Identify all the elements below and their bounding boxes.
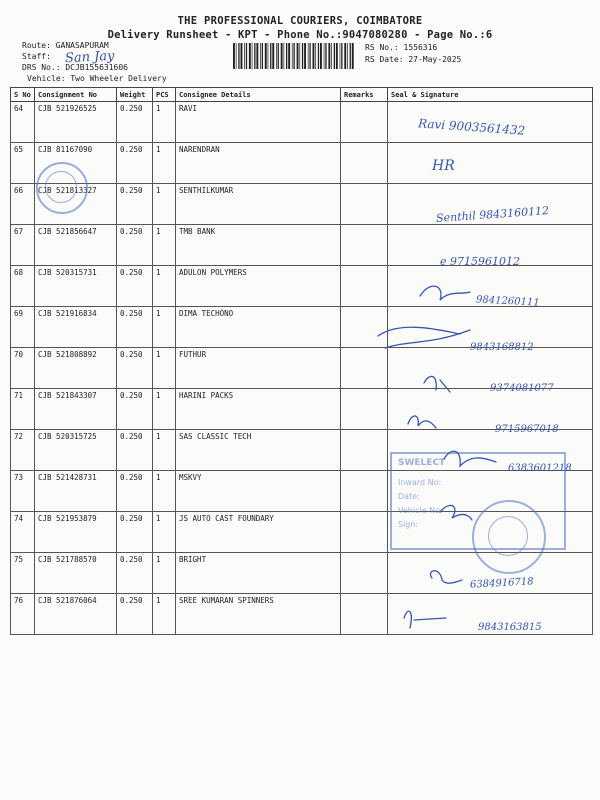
vehicle-type: Vehicle: Two Wheeler Delivery xyxy=(27,74,167,83)
consignee-cell: NARENDRAN xyxy=(176,143,341,184)
sno-cell: 68 xyxy=(11,266,35,307)
consignee-cell: JS AUTO CAST FOUNDARY xyxy=(176,512,341,553)
consignment-cell: CJB 521788570 xyxy=(35,553,117,594)
remarks-cell xyxy=(341,553,388,594)
stamp-line: Date: xyxy=(398,492,420,501)
signature-row-65: HR xyxy=(432,158,455,174)
weight-cell: 0.250 xyxy=(117,512,153,553)
table-row xyxy=(11,143,593,184)
consignment-cell: CJB 521953879 xyxy=(35,512,117,553)
signature-row-68: e 9715961012 xyxy=(440,255,520,268)
remarks-cell xyxy=(341,102,388,143)
signature-row-73: 6383601218 xyxy=(508,463,572,474)
signature-row-76: 6384916718 xyxy=(469,576,534,591)
company-title: THE PROFESSIONAL COURIERS, COIMBATORE xyxy=(177,15,423,27)
pcs-cell: 1 xyxy=(153,266,176,307)
weight-cell: 0.250 xyxy=(117,307,153,348)
sno-cell: 71 xyxy=(11,389,35,430)
staff-signature: San Jay xyxy=(64,48,115,67)
signature-row-67: Senthil 9843160112 xyxy=(435,204,550,225)
header-weight: Weight xyxy=(117,88,153,102)
consignee-cell: SREE KUMARAN SPINNERS xyxy=(176,594,341,635)
sno-cell: 66 xyxy=(11,184,35,225)
remarks-cell xyxy=(341,389,388,430)
header-sno: S No xyxy=(11,88,35,102)
drs-number: DRS No.: DCJB155631606 xyxy=(22,63,128,72)
consignment-cell: CJB 520315731 xyxy=(35,266,117,307)
consignee-cell: SAS CLASSIC TECH xyxy=(176,430,341,471)
weight-cell: 0.250 xyxy=(117,389,153,430)
consignment-cell: CJB 521876064 xyxy=(35,594,117,635)
consignee-cell: BRIGHT xyxy=(176,553,341,594)
weight-cell: 0.250 xyxy=(117,225,153,266)
sno-cell: 65 xyxy=(11,143,35,184)
signature-row-72: 9715967018 xyxy=(495,424,559,435)
pcs-cell: 1 xyxy=(153,225,176,266)
weight-cell: 0.250 xyxy=(117,184,153,225)
pcs-cell: 1 xyxy=(153,143,176,184)
consignment-cell: CJB 520315725 xyxy=(35,430,117,471)
rs-number: RS No.: 1556316 xyxy=(365,43,438,52)
consignee-cell: MSKVY xyxy=(176,471,341,512)
consignment-cell: CJB 521843307 xyxy=(35,389,117,430)
consignment-cell: CJB 521428731 xyxy=(35,471,117,512)
remarks-cell xyxy=(341,307,388,348)
remarks-cell xyxy=(341,225,388,266)
remarks-cell xyxy=(341,512,388,553)
remarks-cell xyxy=(341,594,388,635)
sno-cell: 64 xyxy=(11,102,35,143)
consignment-cell: CJB 521808892 xyxy=(35,348,117,389)
table-header xyxy=(11,88,593,102)
weight-cell: 0.250 xyxy=(117,553,153,594)
header-consignee: Consignee Details xyxy=(176,88,341,102)
pcs-cell: 1 xyxy=(153,553,176,594)
pcs-cell: 1 xyxy=(153,102,176,143)
barcode-icon xyxy=(233,43,355,69)
pcs-cell: 1 xyxy=(153,389,176,430)
pcs-cell: 1 xyxy=(153,594,176,635)
signature-row-69: 9841260111 xyxy=(475,294,540,309)
header-consignment: Consignment No xyxy=(35,88,117,102)
weight-cell: 0.250 xyxy=(117,471,153,512)
sno-cell: 76 xyxy=(11,594,35,635)
consignee-cell: TMB BANK xyxy=(176,225,341,266)
company-seal-icon xyxy=(36,162,88,214)
sno-cell: 72 xyxy=(11,430,35,471)
consignee-cell: FUTHUR xyxy=(176,348,341,389)
extra-signature: 9843163815 xyxy=(478,622,542,633)
consignee-cell: DIMA TECHONO xyxy=(176,307,341,348)
consignment-cell: CJB 521926525 xyxy=(35,102,117,143)
remarks-cell xyxy=(341,143,388,184)
stamp-line: Vehicle No: xyxy=(398,506,443,515)
signature-cell xyxy=(388,389,593,430)
header-signature: Seal & Signature xyxy=(388,88,593,102)
runsheet-subtitle: Delivery Runsheet - KPT - Phone No.:9047080280 - Page No.:6 xyxy=(107,29,493,41)
pcs-cell: 1 xyxy=(153,307,176,348)
remarks-cell xyxy=(341,348,388,389)
pcs-cell: 1 xyxy=(153,348,176,389)
pcs-cell: 1 xyxy=(153,430,176,471)
signature-cell xyxy=(388,143,593,184)
signature-row-64: Ravi 9003561432 xyxy=(417,116,526,138)
weight-cell: 0.250 xyxy=(117,143,153,184)
weight-cell: 0.250 xyxy=(117,102,153,143)
signature-row-71: 9374081077 xyxy=(490,383,554,394)
sno-cell: 75 xyxy=(11,553,35,594)
consignee-cell: HARINI PACKS xyxy=(176,389,341,430)
pcs-cell: 1 xyxy=(153,184,176,225)
sno-cell: 69 xyxy=(11,307,35,348)
rs-date: RS Date: 27-May-2025 xyxy=(365,55,462,64)
weight-cell: 0.250 xyxy=(117,266,153,307)
consignee-cell: SENTHILKUMAR xyxy=(176,184,341,225)
header-remarks: Remarks xyxy=(341,88,388,102)
consignee-cell: ADULON POLYMERS xyxy=(176,266,341,307)
stamp-line: Inward No: xyxy=(398,478,442,487)
consignment-cell: CJB 521856647 xyxy=(35,225,117,266)
stamp-line: Sign: xyxy=(398,520,419,529)
signature-row-70: 9843168812 xyxy=(470,342,534,353)
sno-cell: 70 xyxy=(11,348,35,389)
consignee-cell: RAVI xyxy=(176,102,341,143)
consignment-cell: CJB 521813327 xyxy=(35,184,117,225)
consignment-cell: CJB 521916834 xyxy=(35,307,117,348)
weight-cell: 0.250 xyxy=(117,594,153,635)
remarks-cell xyxy=(341,184,388,225)
remarks-cell xyxy=(341,430,388,471)
consignment-cell: CJB 81167090 xyxy=(35,143,117,184)
header-pcs: PCS xyxy=(153,88,176,102)
foundry-seal-icon xyxy=(472,500,546,574)
sno-cell: 74 xyxy=(11,512,35,553)
staff-label: Staff: xyxy=(22,52,51,61)
weight-cell: 0.250 xyxy=(117,348,153,389)
sno-cell: 73 xyxy=(11,471,35,512)
route-label: Route: GANASAPURAM xyxy=(22,41,109,50)
remarks-cell xyxy=(341,266,388,307)
pcs-cell: 1 xyxy=(153,471,176,512)
sno-cell: 67 xyxy=(11,225,35,266)
pcs-cell: 1 xyxy=(153,512,176,553)
remarks-cell xyxy=(341,471,388,512)
weight-cell: 0.250 xyxy=(117,430,153,471)
stamp-header: SWELECT xyxy=(398,458,446,468)
